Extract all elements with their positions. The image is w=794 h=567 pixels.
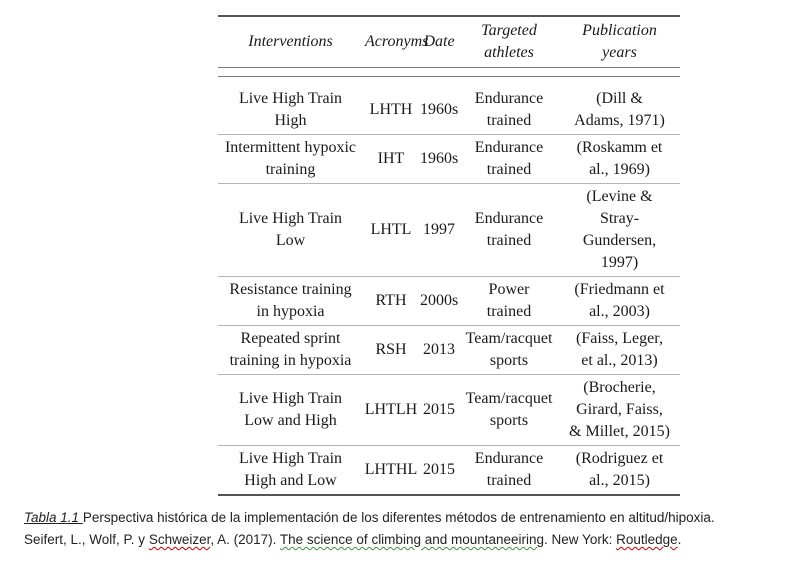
- cell-intervention: [218, 446, 363, 496]
- cell-targeted-athletes-line: sports: [489, 352, 529, 369]
- header-publication-line2: years: [602, 44, 637, 61]
- cell-intervention-line: in hypoxia: [256, 303, 325, 320]
- cell-targeted-athletes-line: trained: [486, 303, 532, 320]
- caption-table-label: Tabla 1.1: [24, 510, 83, 525]
- cell-targeted-athletes-line: trained: [486, 161, 532, 178]
- cell-publication-line: Gundersen,: [582, 232, 657, 249]
- cell-intervention-line: Resistance training: [229, 281, 352, 298]
- header-publication-line1: Publication: [582, 22, 657, 39]
- cell-intervention-line: Live High Train: [238, 390, 343, 407]
- cell-acronym: RSH: [363, 326, 419, 375]
- table-row: [218, 277, 680, 326]
- cell-acronym: LHTL: [363, 184, 419, 277]
- caption-line-2: [24, 529, 794, 551]
- header-targeted-line1: Targeted: [481, 22, 537, 39]
- cell-acronym: LHTLH: [363, 375, 419, 446]
- cell-targeted-athletes-line: Endurance: [474, 210, 544, 227]
- caption-publisher: Routledge: [616, 532, 678, 547]
- table-row: [218, 184, 680, 277]
- cell-publication-line: Girard, Faiss,: [576, 401, 663, 418]
- cell-intervention-line: Repeated sprint: [240, 330, 341, 347]
- cell-publication-line: al., 1969): [589, 161, 650, 178]
- cell-publication-line: Stray-: [599, 210, 640, 227]
- cell-date: 2000s: [419, 277, 459, 326]
- cell-targeted-athletes-line: Team/racquet: [465, 390, 553, 407]
- historical-methods-table: [218, 15, 680, 496]
- cell-publication: [559, 446, 680, 496]
- cell-publication: [559, 86, 680, 135]
- header-publication-years: [559, 16, 680, 68]
- cell-targeted-athletes: [459, 375, 559, 446]
- cell-targeted-athletes: [459, 135, 559, 184]
- cell-targeted-athletes: [459, 446, 559, 496]
- caption-description: Perspectiva histórica de la implementación de los diferentes métodos de entrenamiento en altitud/hipoxia.: [82, 510, 715, 525]
- cell-targeted-athletes-line: trained: [486, 112, 532, 129]
- cell-publication: [559, 184, 680, 277]
- caption-authors: Seifert, L., Wolf, P. y: [24, 532, 149, 547]
- cell-acronym: IHT: [363, 135, 419, 184]
- cell-publication-line: et al., 2013): [581, 352, 658, 369]
- table-row: [218, 446, 680, 496]
- caption-publisher-place: . New York:: [544, 532, 617, 547]
- cell-publication-line: (Dill &: [596, 90, 643, 107]
- cell-intervention-line: High and Low: [244, 472, 337, 489]
- header-double-rule: [218, 68, 680, 77]
- cell-date: 1960s: [419, 86, 459, 135]
- cell-targeted-athletes-line: Power: [488, 281, 530, 298]
- cell-date: 1960s: [419, 135, 459, 184]
- cell-targeted-athletes: [459, 326, 559, 375]
- cell-publication-line: (Friedmann et: [574, 281, 665, 298]
- table-row: [218, 326, 680, 375]
- cell-targeted-athletes-line: trained: [486, 232, 532, 249]
- cell-date: 1997: [419, 184, 459, 277]
- cell-targeted-athletes: [459, 184, 559, 277]
- cell-acronym: RTH: [363, 277, 419, 326]
- caption-year: , A. (2017).: [210, 532, 280, 547]
- cell-intervention: [218, 184, 363, 277]
- cell-intervention: [218, 86, 363, 135]
- cell-publication: [559, 375, 680, 446]
- header-date: Date: [419, 16, 459, 68]
- cell-publication-line: & Millet, 2015): [569, 423, 670, 440]
- cell-targeted-athletes-line: sports: [489, 412, 529, 429]
- cell-date: 2015: [419, 446, 459, 496]
- caption-end-period: .: [677, 532, 682, 547]
- cell-intervention: [218, 326, 363, 375]
- cell-date: 2013: [419, 326, 459, 375]
- cell-intervention-line: High: [274, 112, 307, 129]
- cell-publication-line: (Rodriguez et: [575, 450, 664, 467]
- cell-publication-line: Adams, 1971): [574, 112, 665, 129]
- cell-intervention: [218, 135, 363, 184]
- historical-methods-table-container: [218, 15, 680, 496]
- cell-publication: [559, 326, 680, 375]
- cell-publication-line: 1997): [600, 254, 639, 271]
- header-acronyms: Acronyms: [363, 16, 419, 68]
- cell-intervention-line: Low: [275, 232, 306, 249]
- cell-date: 2015: [419, 375, 459, 446]
- cell-intervention: [218, 277, 363, 326]
- cell-targeted-athletes: [459, 86, 559, 135]
- table-body: [218, 86, 680, 495]
- cell-publication-line: al., 2003): [589, 303, 650, 320]
- cell-intervention-line: Intermittent hypoxic: [224, 139, 357, 156]
- cell-targeted-athletes-line: trained: [486, 472, 532, 489]
- cell-publication: [559, 277, 680, 326]
- header-interventions: Interventions: [218, 16, 363, 68]
- cell-acronym: LHTH: [363, 86, 419, 135]
- cell-targeted-athletes-line: Team/racquet: [465, 330, 553, 347]
- cell-targeted-athletes-line: Endurance: [474, 450, 544, 467]
- table-row: [218, 135, 680, 184]
- cell-intervention-line: Live High Train: [238, 90, 343, 107]
- caption-book-title: The science of climbing and mountaneeiring: [279, 532, 545, 547]
- header-spacer: [218, 77, 680, 87]
- cell-intervention: [218, 375, 363, 446]
- cell-intervention-line: training in hypoxia: [229, 352, 352, 369]
- cell-targeted-athletes-line: Endurance: [474, 139, 544, 156]
- cell-publication-line: (Roskamm et: [576, 139, 663, 156]
- cell-publication: [559, 135, 680, 184]
- cell-publication-line: (Brocherie,: [583, 379, 656, 396]
- table-caption: [24, 507, 794, 551]
- header-targeted-athletes: [459, 16, 559, 68]
- table-header-row: [218, 16, 680, 68]
- cell-targeted-athletes: [459, 277, 559, 326]
- cell-intervention-line: training: [265, 161, 316, 178]
- cell-intervention-line: Low and High: [244, 412, 337, 429]
- cell-publication-line: (Faiss, Leger,: [576, 330, 663, 347]
- cell-intervention-line: Live High Train: [238, 210, 343, 227]
- table-row: [218, 375, 680, 446]
- table-header: [218, 16, 680, 86]
- cell-publication-line: al., 2015): [589, 472, 650, 489]
- cell-targeted-athletes-line: Endurance: [474, 90, 544, 107]
- caption-line-1: [24, 507, 794, 529]
- cell-intervention-line: Live High Train: [238, 450, 343, 467]
- cell-acronym: LHTHL: [363, 446, 419, 496]
- caption-author-schweizer: Schweizer: [148, 532, 211, 547]
- table-row: [218, 86, 680, 135]
- header-targeted-line2: athletes: [484, 44, 534, 61]
- cell-publication-line: (Levine &: [586, 188, 653, 205]
